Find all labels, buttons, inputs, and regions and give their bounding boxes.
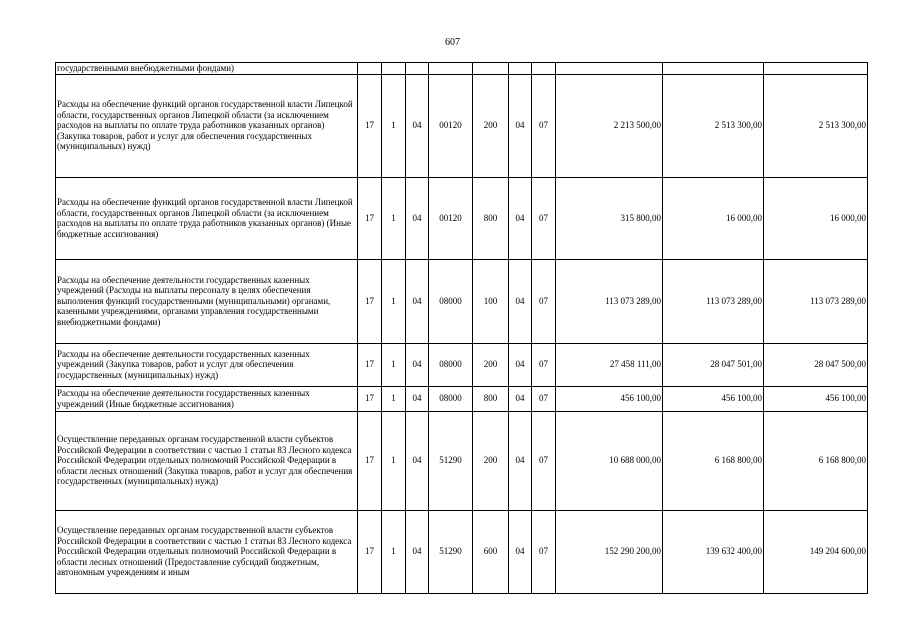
code-cell: 1 (382, 386, 406, 411)
code-cell: 00120 (429, 74, 473, 177)
code-cell: 17 (358, 343, 382, 386)
table-row (56, 259, 868, 343)
code-cell: 51290 (429, 510, 473, 593)
budget-table (55, 62, 868, 594)
code-cell: 17 (358, 177, 382, 259)
amount-cell: 149 204 600,00 (764, 510, 868, 593)
code-cell (382, 63, 406, 75)
code-cell (358, 63, 382, 75)
code-cell: 17 (358, 259, 382, 343)
amount-cell: 16 000,00 (764, 177, 868, 259)
amount-cell: 16 000,00 (663, 177, 764, 259)
row-description: Расходы на обеспечение деятельности государственных казенных учреждений (Закупка товаров, работ и услуг для обеспечения государственных (муниципальных) нужд) (56, 343, 358, 386)
code-cell: 04 (406, 177, 429, 259)
code-cell: 04 (509, 259, 532, 343)
row-description: Расходы на обеспечение деятельности государственных казенных учреждений (Расходы на выплаты персоналу в целях обеспечения выполнения функций государственными (муниципальными) органами, казенными учреждениями, органами управления государственными внебюджетными фондами) (56, 259, 358, 343)
code-cell: 04 (509, 386, 532, 411)
code-cell: 800 (473, 177, 509, 259)
amount-cell: 139 632 400,00 (663, 510, 764, 593)
code-cell (473, 63, 509, 75)
code-cell: 17 (358, 510, 382, 593)
code-cell (532, 63, 556, 75)
code-cell: 07 (532, 177, 556, 259)
code-cell: 1 (382, 510, 406, 593)
table-row (56, 74, 868, 177)
code-cell (509, 63, 532, 75)
code-cell: 07 (532, 411, 556, 510)
table-row (56, 386, 868, 411)
amount-cell: 28 047 501,00 (663, 343, 764, 386)
amount-cell (556, 63, 663, 75)
amount-cell: 315 800,00 (556, 177, 663, 259)
amount-cell: 456 100,00 (663, 386, 764, 411)
code-cell: 00120 (429, 177, 473, 259)
amount-cell: 27 458 111,00 (556, 343, 663, 386)
code-cell: 200 (473, 74, 509, 177)
amount-cell: 10 688 000,00 (556, 411, 663, 510)
code-cell: 17 (358, 74, 382, 177)
code-cell: 04 (509, 510, 532, 593)
table-row (56, 510, 868, 593)
code-cell: 04 (406, 386, 429, 411)
table-row (56, 177, 868, 259)
code-cell: 04 (406, 411, 429, 510)
amount-cell: 152 290 200,00 (556, 510, 663, 593)
code-cell: 200 (473, 343, 509, 386)
code-cell: 04 (509, 74, 532, 177)
amount-cell (764, 63, 868, 75)
amount-cell (663, 63, 764, 75)
code-cell: 800 (473, 386, 509, 411)
code-cell (429, 63, 473, 75)
code-cell: 07 (532, 259, 556, 343)
row-description: государственными внебюджетными фондами) (56, 63, 358, 75)
table-row (56, 411, 868, 510)
amount-cell: 6 168 800,00 (764, 411, 868, 510)
table-row (56, 343, 868, 386)
code-cell: 1 (382, 259, 406, 343)
code-cell: 1 (382, 177, 406, 259)
amount-cell: 28 047 500,00 (764, 343, 868, 386)
code-cell: 04 (509, 411, 532, 510)
code-cell: 1 (382, 74, 406, 177)
amount-cell: 2 513 300,00 (663, 74, 764, 177)
code-cell: 08000 (429, 343, 473, 386)
code-cell: 1 (382, 411, 406, 510)
amount-cell: 113 073 289,00 (556, 259, 663, 343)
amount-cell: 456 100,00 (556, 386, 663, 411)
code-cell: 04 (509, 177, 532, 259)
amount-cell: 2 513 300,00 (764, 74, 868, 177)
code-cell: 07 (532, 343, 556, 386)
code-cell: 07 (532, 386, 556, 411)
code-cell: 200 (473, 411, 509, 510)
amount-cell: 113 073 289,00 (764, 259, 868, 343)
row-description: Осуществление переданных органам государственной власти субъектов Российской Федерации в соответствии с частью 1 статьи 83 Лесного кодекса Российской Федерации отдельных полномочий Российской Федерации в области лесных отношений (Закупка товаров, работ и услуг для обеспечения государственных (муниципальных) нужд) (56, 411, 358, 510)
code-cell: 07 (532, 74, 556, 177)
row-description: Расходы на обеспечение деятельности государственных казенных учреждений (Иные бюджетные ассигнования) (56, 386, 358, 411)
row-description: Расходы на обеспечение функций органов государственной власти Липецкой области, государственных органов Липецкой области (за исключением расходов на выплаты по оплате труда работников указанных органов) (Иные бюджетные ассигнования) (56, 177, 358, 259)
code-cell: 08000 (429, 259, 473, 343)
code-cell: 17 (358, 411, 382, 510)
amount-cell: 6 168 800,00 (663, 411, 764, 510)
code-cell: 08000 (429, 386, 473, 411)
page-number: 607 (445, 37, 460, 48)
row-description: Расходы на обеспечение функций органов государственной власти Липецкой области, государственных органов Липецкой области (за исключением расходов на выплаты по оплате труда работников указанных органов) (Закупка товаров, работ и услуг для обеспечения государственных (муниципальных) нужд) (56, 74, 358, 177)
code-cell: 04 (406, 510, 429, 593)
code-cell: 51290 (429, 411, 473, 510)
code-cell: 04 (406, 74, 429, 177)
code-cell: 17 (358, 386, 382, 411)
amount-cell: 2 213 500,00 (556, 74, 663, 177)
code-cell: 600 (473, 510, 509, 593)
row-description: Осуществление переданных органам государственной власти субъектов Российской Федерации в соответствии с частью 1 статьи 83 Лесного кодекса Российской Федерации отдельных полномочий Российской Федерации в области лесных отношений (Предоставление субсидий бюджетным, автономным учреждениям и иным (56, 510, 358, 593)
code-cell: 100 (473, 259, 509, 343)
code-cell: 07 (532, 510, 556, 593)
code-cell (406, 63, 429, 75)
code-cell: 04 (509, 343, 532, 386)
code-cell: 1 (382, 343, 406, 386)
code-cell: 04 (406, 343, 429, 386)
table-row (56, 63, 868, 75)
amount-cell: 113 073 289,00 (663, 259, 764, 343)
code-cell: 04 (406, 259, 429, 343)
amount-cell: 456 100,00 (764, 386, 868, 411)
